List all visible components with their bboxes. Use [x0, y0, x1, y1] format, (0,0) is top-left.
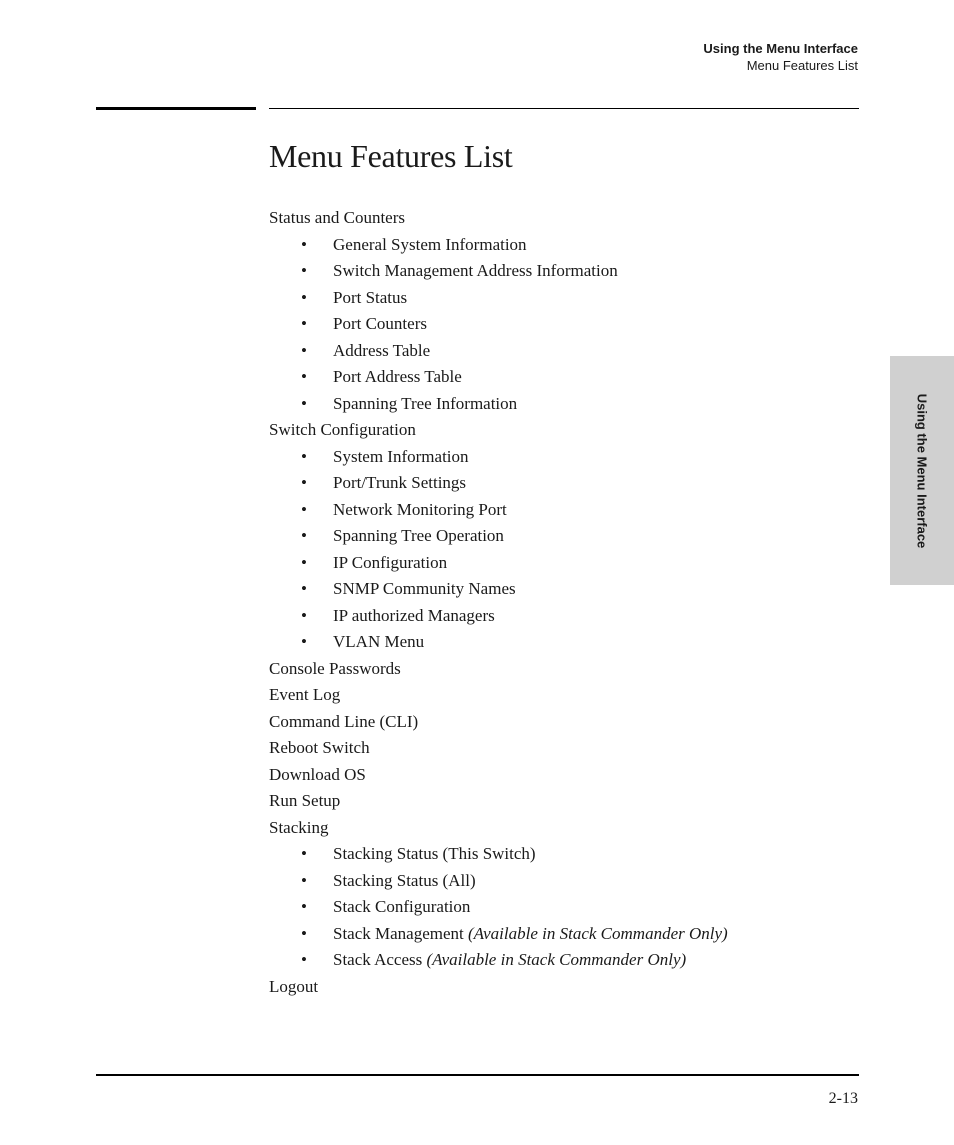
menu-sub-item-label: SNMP Community Names — [333, 579, 516, 598]
menu-sub-item — [269, 524, 859, 551]
menu-sub-item — [269, 445, 859, 472]
availability-note: (Available in Stack Commander Only) — [426, 950, 687, 969]
menu-sub-item-label: Stacking Status (This Switch) — [333, 844, 536, 863]
menu-sub-item-label: IP Configuration — [333, 552, 448, 572]
menu-sub-item — [269, 498, 859, 525]
page-number: 2-13 — [828, 1090, 858, 1107]
menu-sub-item-label: Port Status — [333, 287, 408, 307]
bullet-icon: • — [301, 897, 307, 916]
menu-sub-item-label: Spanning Tree Information — [333, 393, 518, 413]
menu-sub-item-label: System Information — [333, 446, 469, 466]
chapter-side-tab-label: Using the Menu Interface — [914, 393, 930, 548]
bullet-icon: • — [301, 499, 307, 519]
menu-sub-item-label: Switch Management Address Information — [333, 261, 618, 280]
bullet-icon: • — [301, 261, 307, 280]
bullet-icon: • — [301, 950, 307, 969]
menu-section-label: Run Setup — [269, 791, 341, 810]
bullet-icon: • — [301, 287, 307, 307]
menu-features-list — [269, 206, 859, 1001]
menu-sub-item — [269, 577, 859, 604]
menu-section-label: Event Log — [269, 685, 341, 704]
bullet-icon: • — [301, 579, 307, 598]
header-rule-thin — [269, 108, 859, 109]
menu-sub-item — [269, 630, 859, 657]
menu-sub-item — [269, 948, 859, 975]
menu-section-label: Logout — [269, 976, 319, 996]
menu-section-label: Stacking — [269, 817, 329, 837]
menu-sub-item — [269, 471, 859, 498]
menu-sub-item-label: IP authorized Managers — [333, 605, 495, 625]
bullet-icon: • — [301, 605, 307, 625]
menu-sub-item-label: Port Address Table — [333, 367, 462, 386]
chapter-side-tab — [890, 356, 954, 585]
menu-sub-item-label: Stacking Status (All) — [333, 870, 476, 890]
bullet-icon: • — [301, 340, 307, 360]
running-header-chapter: Using the Menu Interface — [703, 41, 858, 56]
header-rule-thick — [96, 107, 256, 110]
menu-sub-item-label: Port/Trunk Settings — [333, 473, 467, 492]
menu-sub-item — [269, 895, 859, 922]
menu-sub-item-label: Stack Configuration — [333, 897, 471, 916]
menu-sub-item — [269, 259, 859, 286]
bullet-icon: • — [301, 870, 307, 890]
bullet-icon: • — [301, 446, 307, 466]
menu-sub-item — [269, 842, 859, 869]
menu-sub-item-label: Stack Access — [333, 950, 423, 969]
menu-sub-item — [269, 551, 859, 578]
menu-sub-item-label: General System Information — [333, 234, 527, 254]
menu-sub-item-label: Spanning Tree Operation — [333, 526, 504, 545]
menu-sub-item — [269, 604, 859, 631]
bullet-icon: • — [301, 314, 307, 333]
menu-section-label: Status and Counters — [269, 208, 405, 227]
availability-note: (Available in Stack Commander Only) — [468, 923, 728, 943]
menu-sub-item-label: Address Table — [333, 340, 431, 360]
menu-sub-item-label: Port Counters — [333, 314, 427, 333]
footer-rule — [96, 1074, 859, 1076]
menu-sub-item-label: Stack Management — [333, 923, 464, 943]
bullet-icon: • — [301, 552, 307, 572]
menu-section-label: Switch Configuration — [269, 420, 416, 439]
menu-sub-item — [269, 339, 859, 366]
bullet-icon: • — [301, 234, 307, 254]
running-header — [703, 40, 858, 74]
menu-sub-item-label: VLAN Menu — [333, 632, 425, 651]
menu-sub-item — [269, 922, 859, 949]
menu-sub-item — [269, 233, 859, 260]
bullet-icon: • — [301, 923, 307, 943]
menu-section-label: Reboot Switch — [269, 738, 370, 757]
menu-sub-item — [269, 286, 859, 313]
bullet-icon: • — [301, 844, 307, 863]
bullet-icon: • — [301, 632, 307, 651]
menu-sub-item — [269, 365, 859, 392]
bullet-icon: • — [301, 393, 307, 413]
bullet-icon: • — [301, 526, 307, 545]
menu-sub-item-label: Network Monitoring Port — [333, 499, 507, 519]
menu-sub-item — [269, 392, 859, 419]
menu-section-label: Command Line (CLI) — [269, 711, 419, 731]
menu-sub-item — [269, 312, 859, 339]
menu-section-label: Download OS — [269, 764, 366, 784]
bullet-icon: • — [301, 367, 307, 386]
page-title: Menu Features List — [269, 138, 513, 174]
menu-section-label: Console Passwords — [269, 658, 401, 678]
bullet-icon: • — [301, 473, 307, 492]
menu-sub-item — [269, 869, 859, 896]
running-header-section: Menu Features List — [746, 58, 858, 73]
